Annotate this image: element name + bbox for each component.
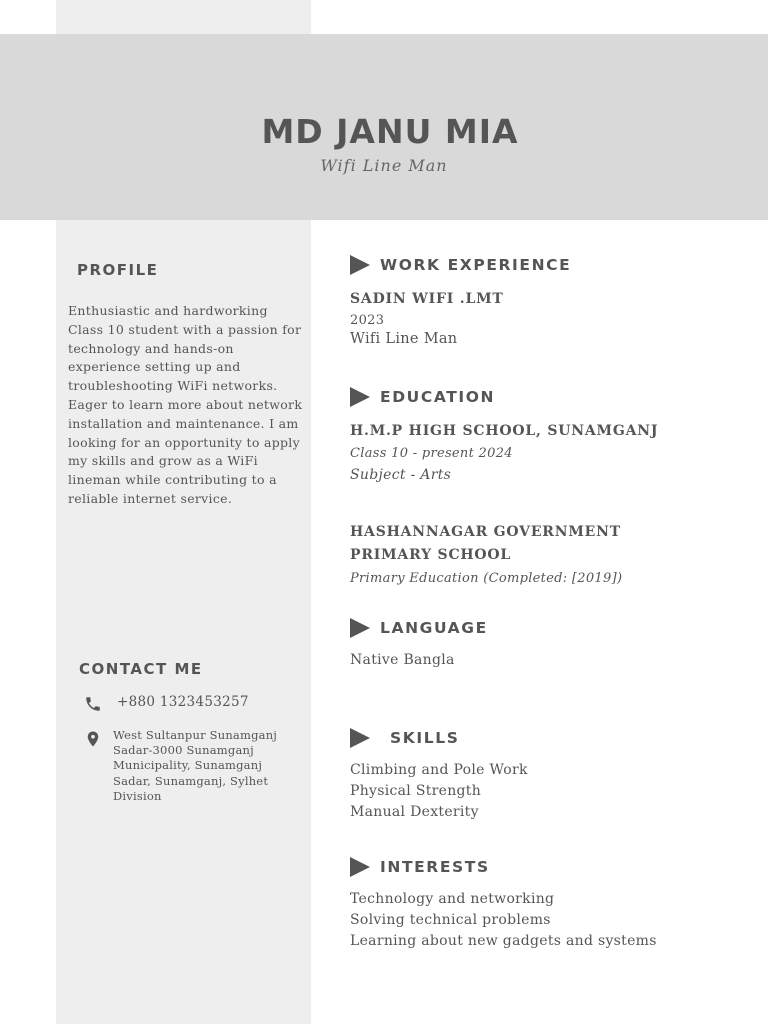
education-block-1 [350,420,658,485]
work-experience-title: WORK EXPERIENCE [380,256,572,274]
school-2-name-line-1: HASHANNAGAR GOVERNMENT [350,524,621,540]
skills-list [350,760,528,823]
skill-item: Manual Dexterity [350,804,479,820]
skill-item: Physical Strength [350,783,482,799]
interests-title: INTERESTS [380,858,490,876]
work-experience-heading [350,255,571,275]
location-pin-icon [84,728,102,750]
language-title: LANGUAGE [380,619,488,637]
address-text: West Sultanpur Sunamganj Sadar-3000 Sunamganj Municipality, Sunamganj Sadar, Sunamganj, Sylhet Division [113,728,278,803]
interests-heading [350,857,490,877]
school-1-subject: Subject - Arts [350,467,452,483]
skill-item: Climbing and Pole Work [350,762,528,778]
profile-heading: PROFILE [77,261,159,279]
school-1-detail: Class 10 - present 2024 [350,446,513,461]
work-position: Wifi Line Man [350,331,458,347]
candidate-name: MD JANU MIA [261,112,519,151]
language-heading [350,618,488,638]
interest-item: Learning about new gadgets and systems [350,933,657,949]
contact-phone-row [84,693,249,715]
contact-heading: CONTACT ME [79,660,203,678]
education-title: EDUCATION [380,388,496,406]
triangle-bullet-icon [350,728,370,748]
skills-title: SKILLS [390,729,460,747]
candidate-role: Wifi Line Man [320,156,448,175]
triangle-bullet-icon [350,387,370,407]
education-heading [350,387,495,407]
school-2-name-line-2: PRIMARY SCHOOL [350,547,512,563]
triangle-bullet-icon [350,255,370,275]
interest-item: Technology and networking [350,891,555,907]
profile-text: Enthusiastic and hardworking Class 10 student with a passion for technology and hands-on experience setting up and troubleshooting WiFi networks. Eager to learn more about network installation and maintenance. I am looking for an opportunity to apply my skills and grow as a WiFi lineman while contributing to a reliable internet service. [68,303,303,506]
work-year: 2023 [350,313,385,328]
interests-list [350,889,657,952]
language-value: Native Bangla [350,652,455,668]
phone-number: +880 1323453257 [117,694,249,710]
triangle-bullet-icon [350,857,370,877]
interest-item: Solving technical problems [350,912,551,928]
skills-heading [350,728,459,748]
contact-address-row [84,728,293,804]
triangle-bullet-icon [350,618,370,638]
company-name: SADIN WIFI .LMT [350,291,504,307]
work-experience-block [350,288,504,348]
school-1-name: H.M.P HIGH SCHOOL, SUNAMGANJ [350,423,659,439]
phone-icon [84,693,102,715]
school-2-detail: Primary Education (Completed: [2019]) [350,571,623,586]
education-block-2 [350,521,622,591]
